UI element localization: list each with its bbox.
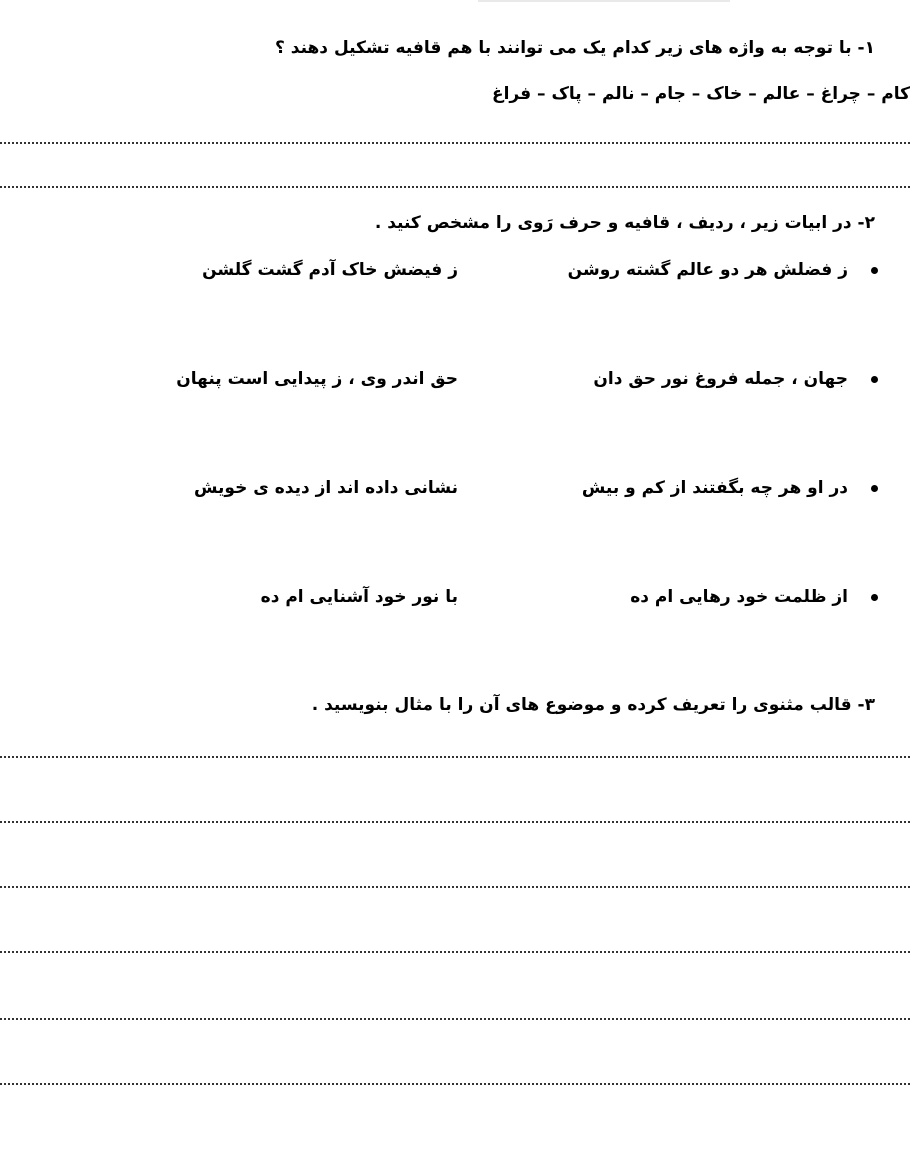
- question-1-word-list: کام – چراغ – عالم – خاک – جام – نالم – پاک – فراغ: [491, 84, 910, 104]
- verse-2-first-hemistich: جهان ، جمله فروغ نور حق دان: [593, 369, 848, 389]
- answer-line-q3-2[interactable]: [0, 821, 910, 823]
- bullet-icon: [871, 376, 878, 383]
- verse-1-second-hemistich: ز فیضش خاک آدم گشت گلشن: [202, 260, 458, 280]
- question-2-title: ۲- در ابیات زیر ، ردیف ، قافیه و حرف رَوی را مشخص کنید .: [374, 213, 875, 233]
- answer-line-q1-2[interactable]: [0, 186, 910, 188]
- verse-1-first-hemistich: ز فضلش هر دو عالم گشته روشن: [567, 260, 848, 280]
- question-3-title: ۳- قالب مثنوی را تعریف کرده و موضوع های آن را با مثال بنویسید .: [311, 695, 875, 715]
- verse-3-first-hemistich: در او هر چه بگفتند از کم و بیش: [581, 478, 848, 498]
- bullet-icon: [871, 485, 878, 492]
- scan-edge-mark: [478, 0, 730, 2]
- bullet-icon: [871, 267, 878, 274]
- answer-line-q1-1[interactable]: [0, 142, 910, 144]
- answer-line-q3-6[interactable]: [0, 1083, 910, 1085]
- answer-line-q3-5[interactable]: [0, 1018, 910, 1020]
- answer-line-q3-3[interactable]: [0, 886, 910, 888]
- verse-4-first-hemistich: از ظلمت خود رهایی ام ده: [630, 587, 848, 607]
- verse-2-second-hemistich: حق اندر وی ، ز پیدایی است پنهان: [176, 369, 458, 389]
- answer-line-q3-4[interactable]: [0, 951, 910, 953]
- answer-line-q3-1[interactable]: [0, 756, 910, 758]
- verse-4-second-hemistich: با نور خود آشنایی ام ده: [260, 587, 458, 607]
- question-1-title: ۱- با توجه به واژه های زیر کدام یک می توانند با هم قافیه تشکیل دهند ؟: [274, 38, 875, 58]
- bullet-icon: [871, 594, 878, 601]
- verse-3-second-hemistich: نشانی داده اند از دیده ی خویش: [194, 478, 458, 498]
